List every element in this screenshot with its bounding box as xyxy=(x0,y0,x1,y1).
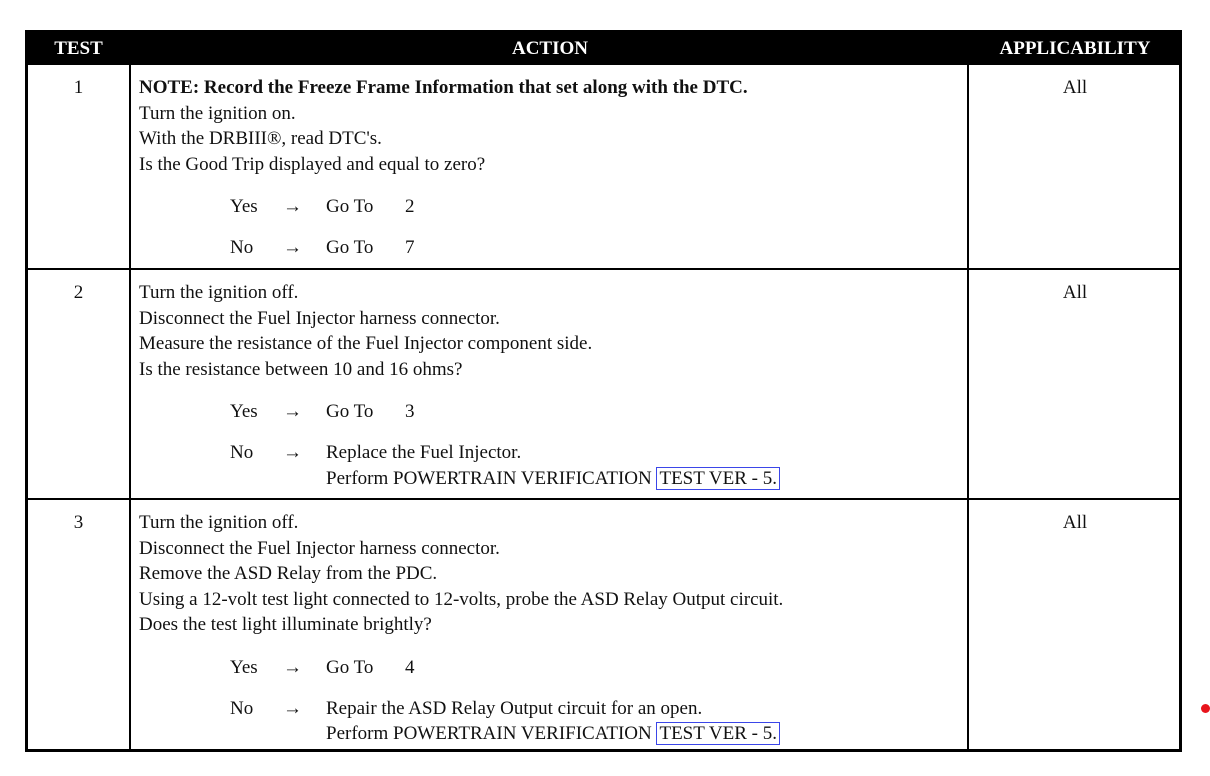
arrow-right-icon: → xyxy=(283,442,302,463)
yes-option xyxy=(230,399,967,425)
arrow-right-icon: → xyxy=(283,196,302,217)
yes-option xyxy=(230,655,967,681)
yes-label: Yes xyxy=(230,656,258,678)
action-cell xyxy=(129,65,969,268)
table-row xyxy=(28,270,1179,500)
arrow-right-icon: → xyxy=(283,656,302,678)
perform-line xyxy=(326,721,967,747)
action-line: Turn the ignition off. xyxy=(139,282,299,303)
applicability: All xyxy=(1062,282,1088,303)
action-line: Using a 12-volt test light connected to 12-volts, probe the ASD Relay Output circuit. xyxy=(139,588,784,610)
test-ver-link[interactable]: TEST VER - 5. xyxy=(656,722,780,745)
perform-text: Perform POWERTRAIN VERIFICATION xyxy=(326,467,652,489)
diagnostic-test-table xyxy=(25,30,1182,752)
no-action-text: Repair the ASD Relay Output circuit for an open. xyxy=(326,697,703,719)
action-line: Measure the resistance of the Fuel Injector component side. xyxy=(139,333,593,354)
no-option xyxy=(230,696,967,722)
goto-label: Go To xyxy=(326,237,374,258)
no-label: No xyxy=(230,237,254,258)
goto-step: 4 xyxy=(405,656,415,678)
action-line: Turn the ignition on. xyxy=(139,102,296,124)
header-test: TEST xyxy=(54,38,103,59)
note-text: NOTE: Record the Freeze Frame Information that set along with the DTC. xyxy=(139,77,748,98)
action-line: Remove the ASD Relay from the PDC. xyxy=(139,563,438,584)
applicability: All xyxy=(1062,77,1088,98)
header-applicability: APPLICABILITY xyxy=(999,38,1151,59)
action-line: Disconnect the Fuel Injector harness connector. xyxy=(139,537,500,559)
action-line: Does the test light illuminate brightly? xyxy=(139,614,432,635)
goto-step: 7 xyxy=(405,237,415,258)
yes-option xyxy=(230,194,967,220)
applicability: All xyxy=(1062,512,1088,533)
test-number: 2 xyxy=(73,282,84,303)
perform-line xyxy=(326,466,967,492)
action-cell xyxy=(129,270,969,498)
no-action-text: Replace the Fuel Injector. xyxy=(326,442,522,463)
table-row xyxy=(28,65,1179,270)
red-dot-marker xyxy=(1201,704,1210,713)
no-option xyxy=(230,440,967,466)
table-header xyxy=(28,33,1179,65)
test-number: 1 xyxy=(73,77,84,98)
action-line: Is the Good Trip displayed and equal to zero? xyxy=(139,153,486,175)
action-line: With the DRBIII®, read DTC's. xyxy=(139,128,382,149)
header-action: ACTION xyxy=(511,38,588,59)
arrow-right-icon: → xyxy=(283,237,302,258)
arrow-right-icon: → xyxy=(283,697,302,719)
yes-label: Yes xyxy=(230,401,258,422)
no-option xyxy=(230,235,967,261)
no-label: No xyxy=(230,697,254,719)
action-cell xyxy=(129,500,969,752)
action-line: Is the resistance between 10 and 16 ohms? xyxy=(139,358,463,380)
test-number: 3 xyxy=(73,512,84,533)
test-ver-link[interactable]: TEST VER - 5. xyxy=(656,467,780,490)
goto-label: Go To xyxy=(326,196,374,217)
goto-label: Go To xyxy=(326,401,374,422)
arrow-right-icon: → xyxy=(283,401,302,422)
goto-step: 3 xyxy=(405,401,415,422)
action-line: Disconnect the Fuel Injector harness connector. xyxy=(139,307,500,329)
action-line: Turn the ignition off. xyxy=(139,512,299,533)
table-row xyxy=(28,500,1179,752)
perform-text: Perform POWERTRAIN VERIFICATION xyxy=(326,723,652,744)
goto-step: 2 xyxy=(405,196,415,217)
no-label: No xyxy=(230,442,254,463)
yes-label: Yes xyxy=(230,196,258,217)
goto-label: Go To xyxy=(326,656,374,678)
